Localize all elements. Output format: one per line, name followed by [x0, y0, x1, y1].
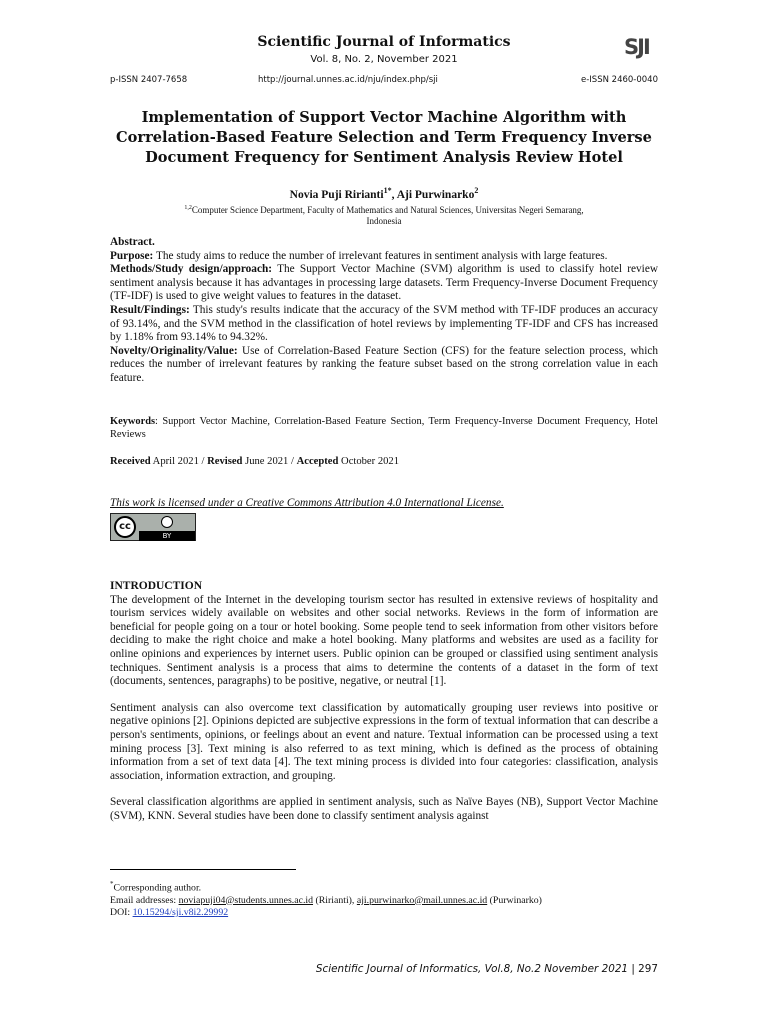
- journal-url[interactable]: http://journal.unnes.ac.id/nju/index.php/sji: [258, 75, 438, 85]
- license-statement[interactable]: This work is licensed under a Creative Commons Attribution 4.0 International License.: [110, 497, 504, 509]
- section-heading: INTRODUCTION: [110, 580, 203, 592]
- abstract-methods: Methods/Study design/approach: The Support Vector Machine (SVM) algorithm is used to classify hotel review sentiment analysis because it has advantages in processing large datasets. Term Frequency-Inverse Document Frequency (TF-IDF) is used to give weight values to features in the dataset.: [110, 263, 658, 303]
- introduction-section: [110, 580, 658, 837]
- author-list: Novia Puji Ririanti$^{1*}$, Aji Purwinarko$^2$: [289, 186, 479, 201]
- doi-line: DOI: 10.15294/sji.v8i2.29992: [110, 907, 229, 919]
- paper-title: [110, 108, 658, 168]
- email-line: Email addresses: noviapuji04@students.unnes.ac.id (Ririanti), aji.purwinarko@mail.unnes.ac.id (Purwinarko): [110, 894, 542, 906]
- abstract-results: Result/Findings: This study's results indicate that the accuracy of the SVM method with TF-IDF produces an accuracy of 93.14%, and the SVM method in the classification of hotel reviews by implementing TF-IDF and CFS has increased by 1.18% from 93.14% to 94.32%.: [110, 303, 658, 344]
- received-date: April 2021: [152, 456, 199, 467]
- footnotes: [110, 878, 658, 919]
- author-name: Aji Purwinarko: [396, 188, 475, 201]
- title-line: Implementation of Support Vector Machine Algorithm with: [141, 109, 627, 126]
- keywords-text: : Support Vector Machine, Correlation-Based Feature Section, Term Frequency-Inverse Document Frequency, Hotel Reviews: [110, 416, 658, 440]
- affiliation-text: Computer Science Department, Faculty of Mathematics and Natural Sciences, Universitas Negeri Semarang,: [191, 205, 584, 215]
- cc-icon: cc: [114, 516, 136, 538]
- page-number: 297: [638, 963, 658, 975]
- accepted-date: October 2021: [341, 456, 400, 467]
- license-link[interactable]: This work is licensed under a Creative Commons Attribution 4.0 International License: [110, 497, 501, 509]
- p-issn: p-ISSN 2407-7658: [110, 75, 188, 85]
- e-issn: e-ISSN 2460-0040: [581, 75, 658, 85]
- logo-text: SJI: [624, 35, 649, 59]
- revised-date: June 2021: [245, 456, 289, 467]
- affiliation: [110, 203, 658, 227]
- paragraph: Sentiment analysis can also overcome text classification by automatically grouping user reviews into positive or negative opinions [2]. Opinions depicted are subjective expressions in the form of textual information that can describe a person's sentiments, opinions, or feelings about an event and nature. Textual information can be processed using a text mining process [3]. Text mining is also referred to as text mining, which is defined as the process of obtaining information from a set of text data [4]. The text mining process is divided into four categories: classification, analysis association, information extraction, and grouping.: [110, 701, 658, 782]
- abstract-novelty: Novelty/Originality/Value: Use of Correlation-Based Feature Section (CFS) for the feature selection process, which reduces the number of irrelevant features by ranking the feature subset based on the strong correlation value in each feature.: [110, 344, 658, 384]
- page-footer: Scientific Journal of Informatics, Vol.8, No.2 November 2021 | 297: [315, 963, 658, 975]
- title-line: Document Frequency for Sentiment Analysis Review Hotel: [145, 149, 623, 166]
- corresponding-note: *Corresponding author.: [110, 880, 202, 894]
- keywords: [110, 415, 658, 441]
- cc-by-badge[interactable]: [110, 513, 196, 541]
- footnote-divider: [110, 869, 296, 870]
- affiliation-superscript: 1,2: [184, 205, 192, 211]
- paragraph: The development of the Internet in the developing tourism sector has resulted in extensive reviews of hospitality and tourism services widely available on websites and other social networks. Reviews in the form of information are beneficial for people going on a tour or hotel booking. Some people tend to seek information from other visitors before deciding to make the right choice and make a hotel booking. Many platforms and websites are used as a facility for online opinions and experiences by internet users. Public opinion can be grouped or classified using sentiment analysis techniques. Sentiment analysis is a process that aims to determine the contents of a dataset in the form of text (documents, sentences, paragraphs) to be positive, negative, or neutral [1].: [110, 593, 658, 688]
- footer-citation: Scientific Journal of Informatics, Vol.8, No.2 November 2021: [315, 963, 629, 975]
- person-icon: [161, 516, 173, 528]
- doi-link[interactable]: 10.15294/sji.v8i2.29992: [132, 907, 229, 919]
- email-link[interactable]: aji.purwinarko@mail.unnes.ac.id: [356, 894, 488, 906]
- author-superscript: 1*: [383, 186, 392, 195]
- journal-volume: Vol. 8, No. 2, November 2021: [310, 54, 458, 65]
- abstract-purpose: Purpose: The study aims to reduce the number of irrelevant features in sentiment analysis with large features.: [110, 249, 608, 262]
- journal-logo: [624, 34, 658, 60]
- author-superscript: 2: [474, 186, 479, 195]
- abstract-heading: Abstract.: [110, 236, 155, 248]
- title-line: Correlation-Based Feature Selection and Term Frequency Inverse: [116, 129, 652, 146]
- email-link[interactable]: noviapuji04@students.unnes.ac.id: [178, 894, 314, 906]
- keywords-label: Keywords: [110, 416, 156, 427]
- author-name: Novia Puji Ririanti: [289, 188, 384, 201]
- abstract: [110, 236, 658, 386]
- affiliation-country: Indonesia: [366, 216, 402, 226]
- paragraph: Several classification algorithms are applied in sentiment analysis, such as Naïve Bayes (NB), Support Vector Machine (SVM), KNN. Several studies have been done to classify sentiment analysis against: [110, 796, 658, 822]
- by-label: BY: [139, 531, 195, 541]
- journal-name: Scientific Journal of Informatics: [257, 34, 511, 50]
- article-dates: Received April 2021 / Revised June 2021 / Accepted October 2021: [110, 456, 400, 467]
